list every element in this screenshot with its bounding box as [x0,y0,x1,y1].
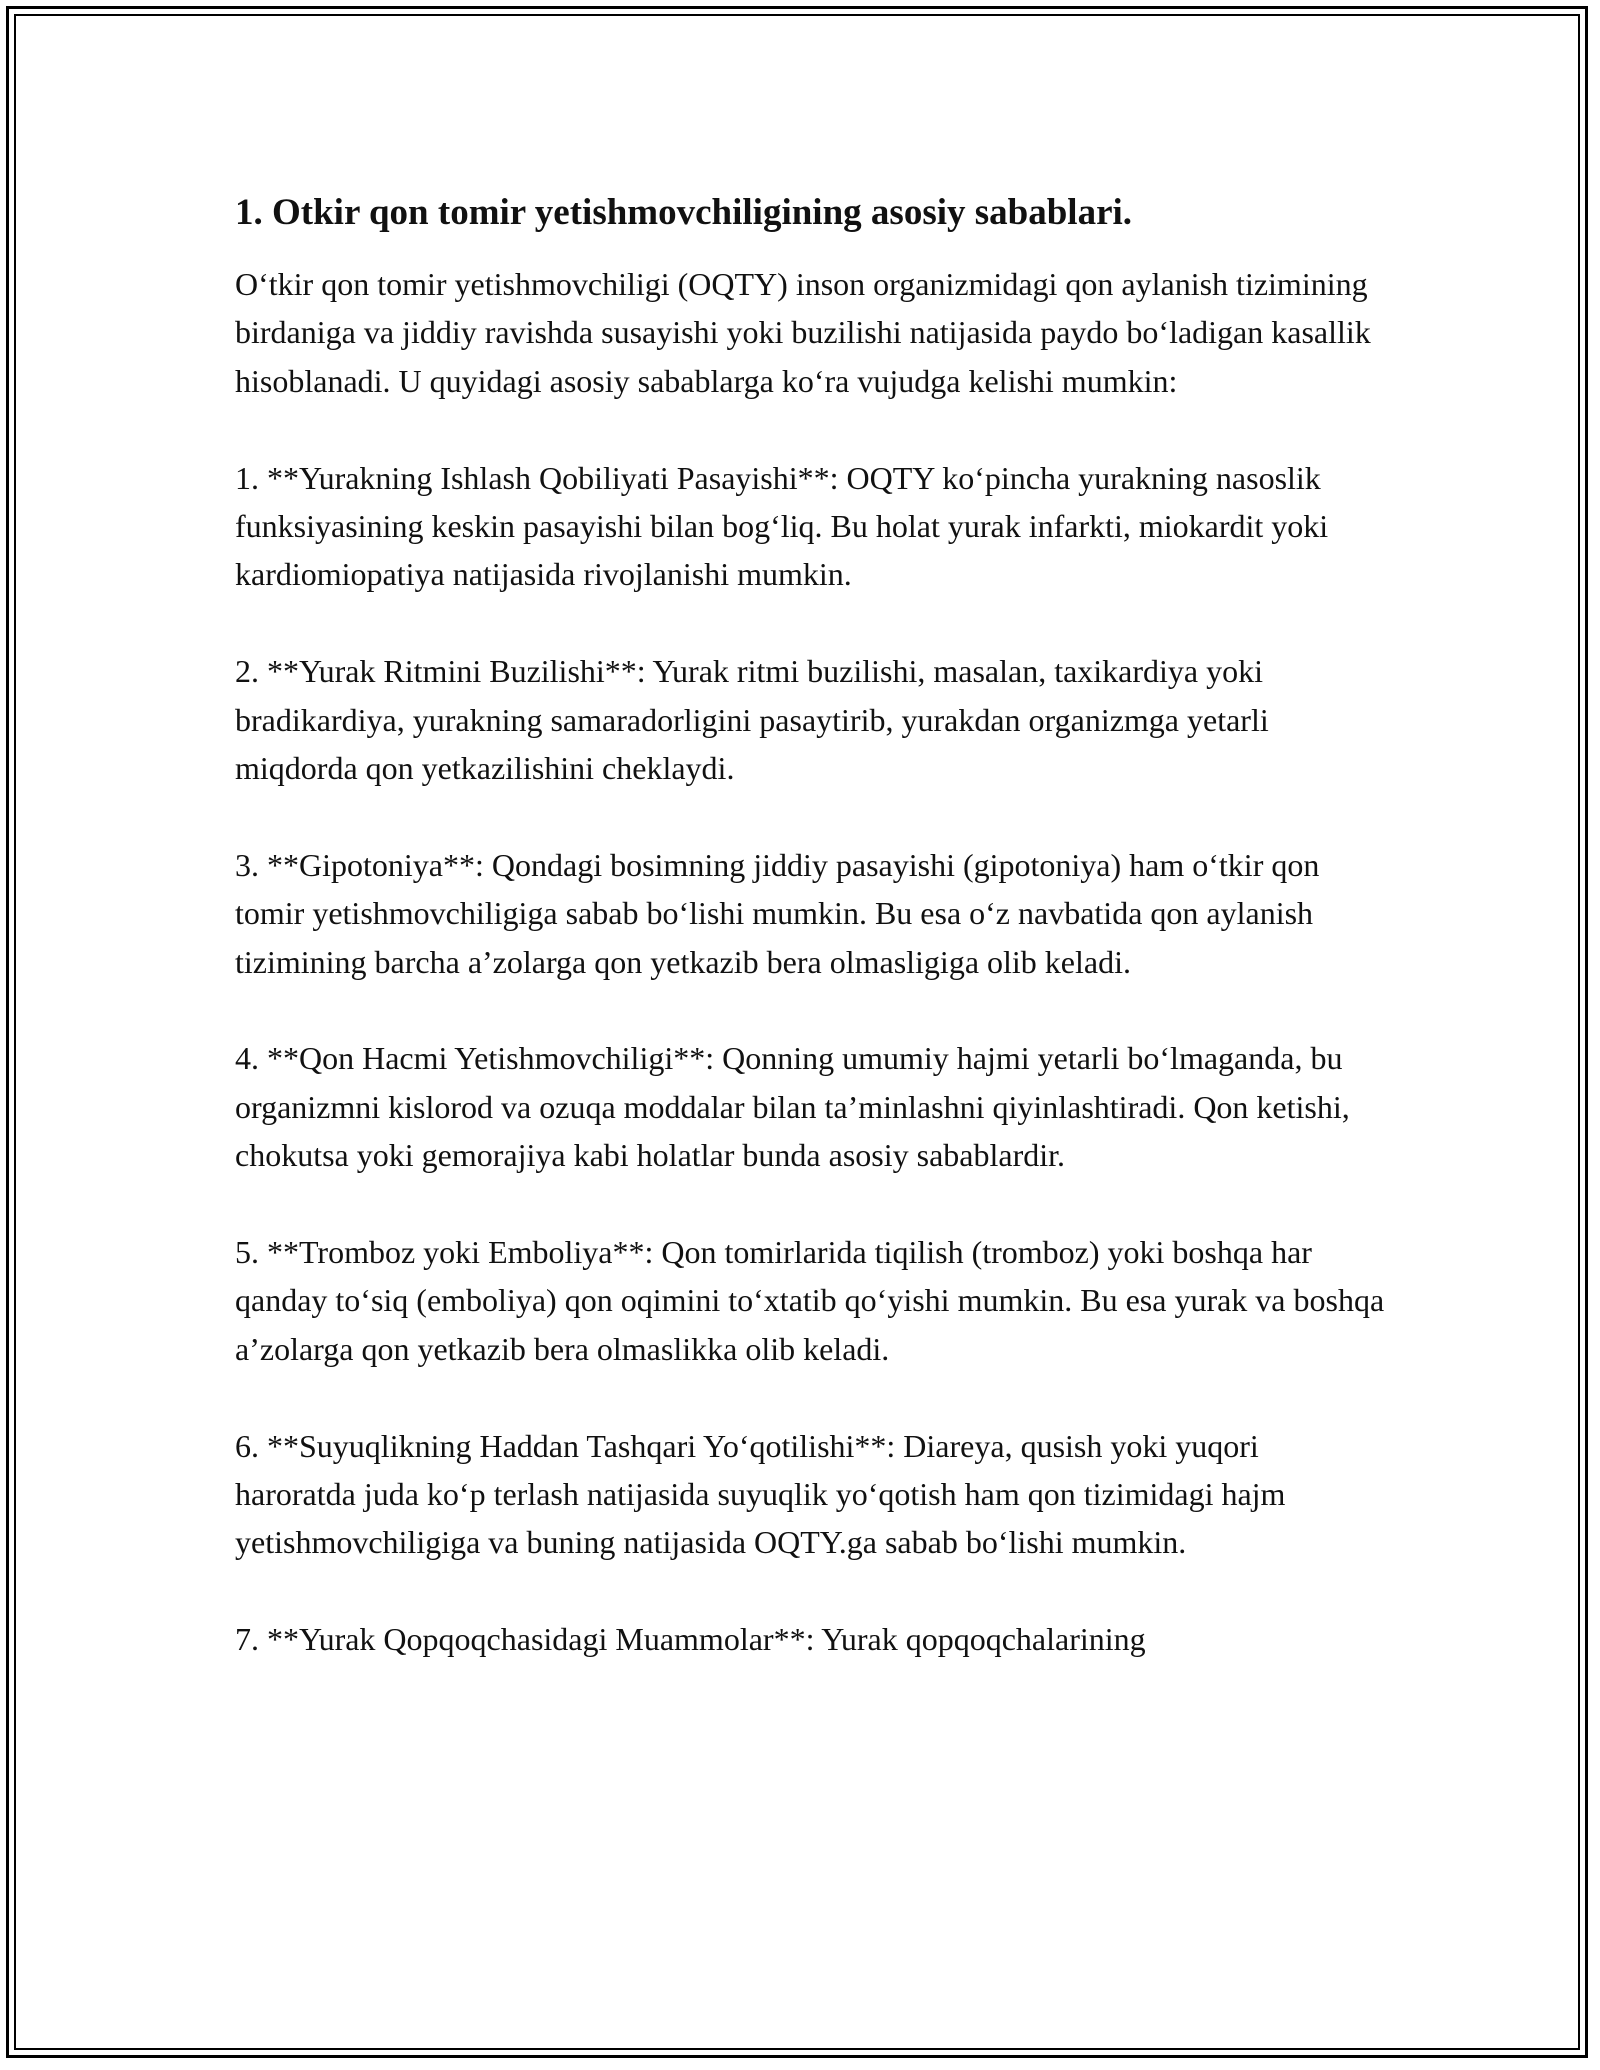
cause-4-paragraph: 4. **Qon Hacmi Yetishmovchiligi**: Qonning umumiy hajmi yetarli bo‘lmaganda, bu organizmni kislorod va ozuqa moddalar bilan ta’minlashni qiyinlashtiradi. Qon ketishi, chokutsa yoki gemorajiya kabi holatlar bunda asosiy sabablardir. [235,1040,1350,1174]
document-title: 1. Otkir qon tomir yetishmovchiligining asosiy sabablari. [235,192,1133,233]
document-body [235,188,1385,1712]
cause-7-paragraph: 7. **Yurak Qopqoqchasidagi Muammolar**: Yurak qopqoqchalarining [235,1621,1146,1658]
cause-3-paragraph: 3. **Gipotoniya**: Qondagi bosimning jiddiy pasayishi (gipotoniya) ham o‘tkir qon tomir yetishmovchiligiga sabab bo‘lishi mumkin. Bu esa o‘z navbatida qon aylanish tizimining barcha a’zolarga qon yetkazib bera olmasligiga olib keladi. [235,846,1320,980]
cause-6-paragraph: 6. **Suyuqlikning Haddan Tashqari Yo‘qotilishi**: Diareya, qusish yoki yuqori haroratda juda ko‘p terlash natijasida suyuqlik yo‘qotish ham qon tizimidagi hajm yetishmovchiligiga va buning natijasida OQTY.ga sabab bo‘lishi mumkin. [235,1427,1286,1561]
cause-5-paragraph: 5. **Tromboz yoki Emboliya**: Qon tomirlarida tiqilish (tromboz) yoki boshqa har qanday to‘siq (emboliya) qon oqimini to‘xtatib qo‘yishi mumkin. Bu esa yurak va boshqa a’zolarga qon yetkazib bera olmaslikka olib keladi. [235,1234,1385,1367]
cause-1-paragraph: 1. **Yurakning Ishlash Qobiliyati Pasayishi**: OQTY ko‘pincha yurakning nasoslik funksiyasining keskin pasayishi bilan bog‘liq. Bu holat yurak infarkti, miokardit yoki kardiomiopatiya natijasida rivojlanishi mumkin. [235,459,1329,593]
intro-paragraph: O‘tkir qon tomir yetishmovchiligi (OQTY) inson organizmidagi qon aylanish tizimining birdaniga va jiddiy ravishda susayishi yoki buzilishi natijasida paydo bo‘ladigan kasallik hisoblanadi. U quyidagi asosiy sabablarga ko‘ra vujudga kelishi mumkin: [235,266,1371,399]
cause-2-paragraph: 2. **Yurak Ritmini Buzilishi**: Yurak ritmi buzilishi, masalan, taxikardiya yoki bradikardiya, yurakning samaradorligini pasaytirib, yurakdan organizmga yetarli miqdorda qon yetkazilishini cheklaydi. [235,653,1269,787]
